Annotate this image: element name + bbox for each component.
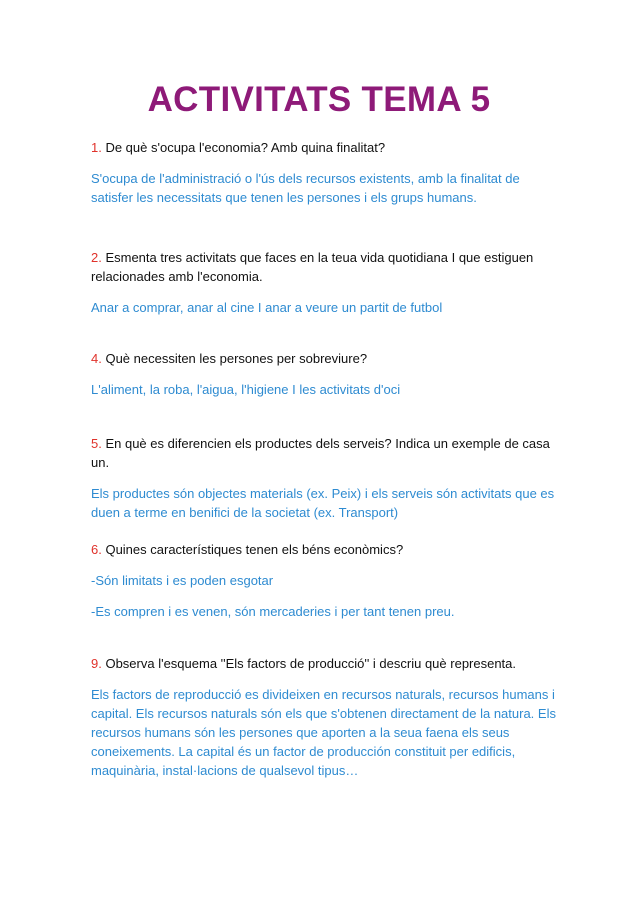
question-2	[91, 248, 561, 286]
page-title: ACTIVITATS TEMA 5	[147, 80, 491, 119]
answer-1: S'ocupa de l'administració o l'ús dels recursos existents, amb la finalitat de satisfer les necessitats que tenen les persones i els grups humans.	[91, 171, 520, 205]
question-block-9	[91, 654, 561, 780]
question-number: 4.	[91, 351, 102, 366]
question-text: Observa l'esquema ''Els factors de producció'' i descriu què representa.	[101, 656, 517, 671]
answer-9: Els factors de reproducció es divideixen en recursos naturals, recursos humans i capital. Els recursos naturals són els que s'obtenen directament de la natura. Els recursos humans són les persones que aporten a la seua faena els seus coneixements. La capital és un factor de producción constituit per edificis, maquinària, instal·lacions de qualsevol tipus…	[91, 687, 556, 778]
question-text: Esmenta tres activitats que faces en la teua vida quotidiana I que estiguen relacionades amb l'economia.	[91, 250, 534, 284]
question-1	[91, 138, 561, 157]
question-block-1	[91, 138, 561, 207]
question-block-5	[91, 434, 561, 522]
question-text: Què necessiten les persones per sobreviure?	[101, 351, 368, 366]
question-number: 5.	[91, 436, 102, 451]
answer-6-line-2: -Es compren i es venen, són mercaderies i per tant tenen preu.	[91, 604, 455, 619]
question-4	[91, 349, 561, 368]
answer-4: L'aliment, la roba, l'aigua, l'higiene I les activitats d'oci	[91, 382, 401, 397]
question-number: 9.	[91, 656, 102, 671]
question-text: Quines característiques tenen els béns econòmics?	[101, 542, 404, 557]
question-number: 2.	[91, 250, 102, 265]
question-number: 6.	[91, 542, 102, 557]
question-block-4	[91, 349, 561, 399]
question-text: De què s'ocupa l'economia? Amb quina finalitat?	[101, 140, 386, 155]
question-6	[91, 540, 561, 559]
question-9	[91, 654, 561, 673]
question-number: 1.	[91, 140, 102, 155]
question-block-6	[91, 540, 561, 621]
question-text: En què es diferencien els productes dels serveis? Indica un exemple de casa un.	[91, 436, 550, 470]
question-block-2	[91, 248, 561, 317]
answer-2: Anar a comprar, anar al cine I anar a veure un partit de futbol	[91, 300, 443, 315]
answer-5: Els productes són objectes materials (ex. Peix) i els serveis són activitats que es duen a terme en benifici de la societat (ex. Transport)	[91, 486, 555, 520]
question-5	[91, 434, 561, 472]
answer-6-line-1: -Són limitats i es poden esgotar	[91, 573, 274, 588]
